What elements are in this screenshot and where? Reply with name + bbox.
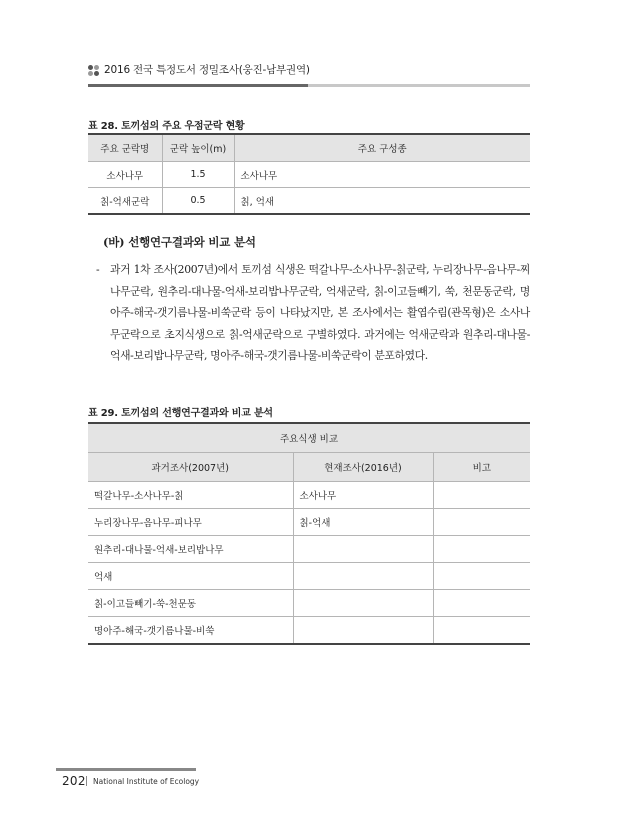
- table-cell: 소사나무: [293, 482, 433, 509]
- column-header: 주요 군락명: [88, 134, 162, 162]
- table-cell: [293, 536, 433, 563]
- table-row: [88, 590, 530, 617]
- paragraph-dash: -: [96, 263, 100, 276]
- column-header: 주요 구성종: [234, 134, 530, 162]
- table-cell: 소사나무: [234, 162, 530, 188]
- table2-caption: 표 29. 토끼섬의 선행연구결과와 비교 분석: [88, 408, 273, 419]
- section-paragraph-block: [96, 259, 530, 367]
- table-cell: [293, 617, 433, 645]
- table-cell: [433, 617, 530, 645]
- table-cell: 누리장나무-음나무-피나무: [88, 509, 293, 536]
- section-heading: (바) 선행연구결과와 비교 분석: [103, 235, 256, 249]
- table-cell: [433, 509, 530, 536]
- table-cell: [433, 482, 530, 509]
- table-row: [88, 509, 530, 536]
- group-header: 주요식생 비교: [88, 423, 530, 453]
- table-row: [88, 188, 530, 215]
- section-paragraph: 과거 1차 조사(2007년)에서 토끼섬 식생은 떡갈나무-소사나무-칡군락, 누리장나무-음나무-찌나무군락, 원추리-대나물-억새-보리밥나무군락, 억새군락, 칡-이고들빼기, 쑥, 천문동군락, 명아주-해국-갯기름나물-비쑥군락 등이 나타났지만, 본 조사에서는 활엽수림(관목형)은 소사나무군락으로 초지식생으로 칡-억새군락으로 구별하였다. 과거에는 억새군락과 원추리-대나물-억새-보리밥나무군락, 명아주-해국-갯기름나물-비쑥군락이 분포하였다.: [110, 263, 530, 362]
- table-cell: [433, 563, 530, 590]
- column-header: 군락 높이(m): [162, 134, 234, 162]
- table-row: [88, 536, 530, 563]
- table-cell: 원추리-대나물-억새-보리밥나무: [88, 536, 293, 563]
- footer-rule: [56, 768, 196, 771]
- table-cell: 0.5: [162, 188, 234, 215]
- header-title: 2016 전국 특정도서 정밀조사(웅진-남부권역): [104, 64, 310, 76]
- table-row: [88, 563, 530, 590]
- table-cell: 억새: [88, 563, 293, 590]
- table-cell: 칡-이고들빼기-쑥-천문동: [88, 590, 293, 617]
- table-cell: 칡-억새: [293, 509, 433, 536]
- column-header: 현재조사(2016년): [293, 453, 433, 482]
- dominant-community-table: [88, 133, 530, 215]
- table-row: [88, 482, 530, 509]
- table-cell: [433, 590, 530, 617]
- table-cell: 명아주-해국-갯기름나물-비쑥: [88, 617, 293, 645]
- column-header: 비고: [433, 453, 530, 482]
- table-cell: 1.5: [162, 162, 234, 188]
- table-row: [88, 162, 530, 188]
- page-number: 202: [62, 774, 86, 788]
- header-rule: [88, 84, 530, 87]
- table-cell: 칡, 억새: [234, 188, 530, 215]
- header-bullet-icon: [88, 65, 100, 77]
- comparison-table: [88, 422, 530, 645]
- table-cell: [293, 563, 433, 590]
- table-cell: [433, 536, 530, 563]
- column-header: 과거조사(2007년): [88, 453, 293, 482]
- footer-separator: [86, 776, 87, 786]
- table-cell: 소사나무: [88, 162, 162, 188]
- table1-caption: 표 28. 토끼섬의 주요 우점군락 현황: [88, 121, 245, 132]
- table-row: [88, 617, 530, 645]
- institute-name: National Institute of Ecology: [93, 777, 200, 786]
- table-cell: [293, 590, 433, 617]
- table-cell: 떡갈나무-소사나무-칡: [88, 482, 293, 509]
- table-cell: 칡-억새군락: [88, 188, 162, 215]
